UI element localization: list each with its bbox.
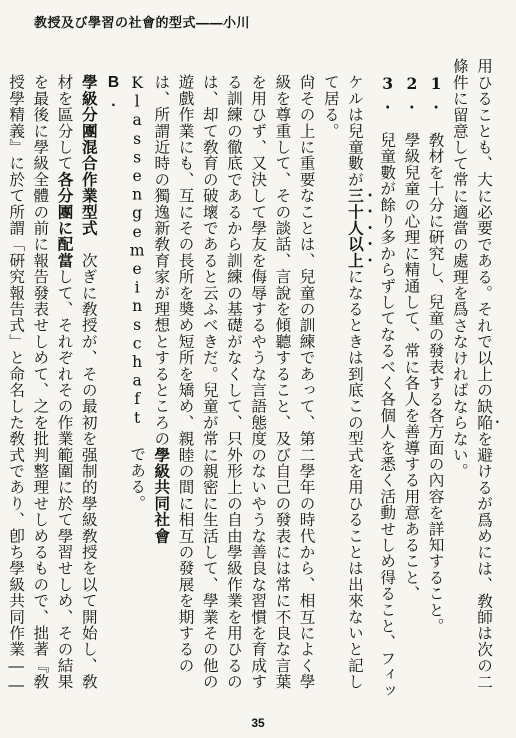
item-1-number: 1.	[426, 73, 446, 113]
group-work-heading: 學級分團混合作業型式	[79, 73, 99, 236]
intro-text-2: を避けるが爲めには、敎師は次の二條件に留意して常に適當の處理を爲さなければならない。	[450, 58, 493, 690]
paragraph-intro	[448, 58, 502, 704]
list-item-3	[319, 58, 400, 704]
vertical-text-block	[7, 58, 502, 704]
section-marker: B.	[104, 73, 122, 112]
list-item-1	[423, 58, 447, 704]
page-number: 35	[251, 716, 265, 730]
running-head: 教授及び學習の社會的型式――小川	[34, 16, 251, 31]
training-bold-term: 學級共同社會	[152, 446, 172, 544]
training-end: Klassengemeinschaft である。	[128, 73, 147, 511]
section-heading-b	[101, 58, 125, 704]
list-item-2	[399, 58, 423, 704]
group-work-bold-1: 各分團に配當	[55, 170, 75, 268]
training-text: 尙その上に重要なことは、兒童の訓練であって、第二學年の時代から、相互によく學級を尊重して、その談話、言說を傾聽すること、及び自己の發表には常に不良な言葉を用ひず、又決して學友を侮辱するやうな言語態度のないやうな善良な習慣を育成する訓練の徹底であるから訓練の基礎がなくして、只外形上の自由學級作業を用ひるのは、却て敎育の破壞であると云ふべきだ。兒童が常に親密に生活して、學業その他の遊戲作業にも、互にその長所を奬め短所を矯め、親睦の間に相互の發展を期するのは、所謂近時の獨逸新敎育家が理想とするところの	[152, 73, 316, 690]
group-work-text-b: して、それぞれその作業範圍に於て學習せしめ、その結果を最後に學級全體の前に報告發表せしめて、之を批判整理せしめるもので、拙著『敎授學精義』に於て所謂「硏究報告式」と命名した敎式であり、卽ち學級共同作業――	[7, 73, 74, 694]
paragraph-training	[125, 58, 319, 704]
item-3-text-b: になるときは到底この型式を用ひることは出來ないと記して居る。	[321, 73, 364, 690]
item-3-text-a: 兒童數が餘り多からずしてなるべく各個人を悉く活動せしめ得ること、フィッケルは兒童數が	[345, 73, 397, 699]
intro-emphasis: 陥	[475, 414, 493, 431]
item-2-text: 學級兒童の心理に精通して、常に各人を善導する用意あること、	[402, 131, 421, 602]
group-work-text-a: 次ぎに敎授が、その最初を强制的學級敎授を以て開始し、敎材を區分して	[55, 73, 98, 690]
paragraph-group-work	[0, 58, 101, 704]
item-3-number: 3.	[378, 73, 398, 113]
item-3-emphasis: 三十人以上	[345, 187, 365, 268]
intro-text-1: 用ひることも、大に必要である。それで以上の缺	[475, 58, 493, 415]
item-1-text: 敎材を十分に硏究し、兒童の發表する各方面の內容を詳知すること。	[426, 131, 445, 634]
item-2-number: 2.	[402, 73, 422, 113]
